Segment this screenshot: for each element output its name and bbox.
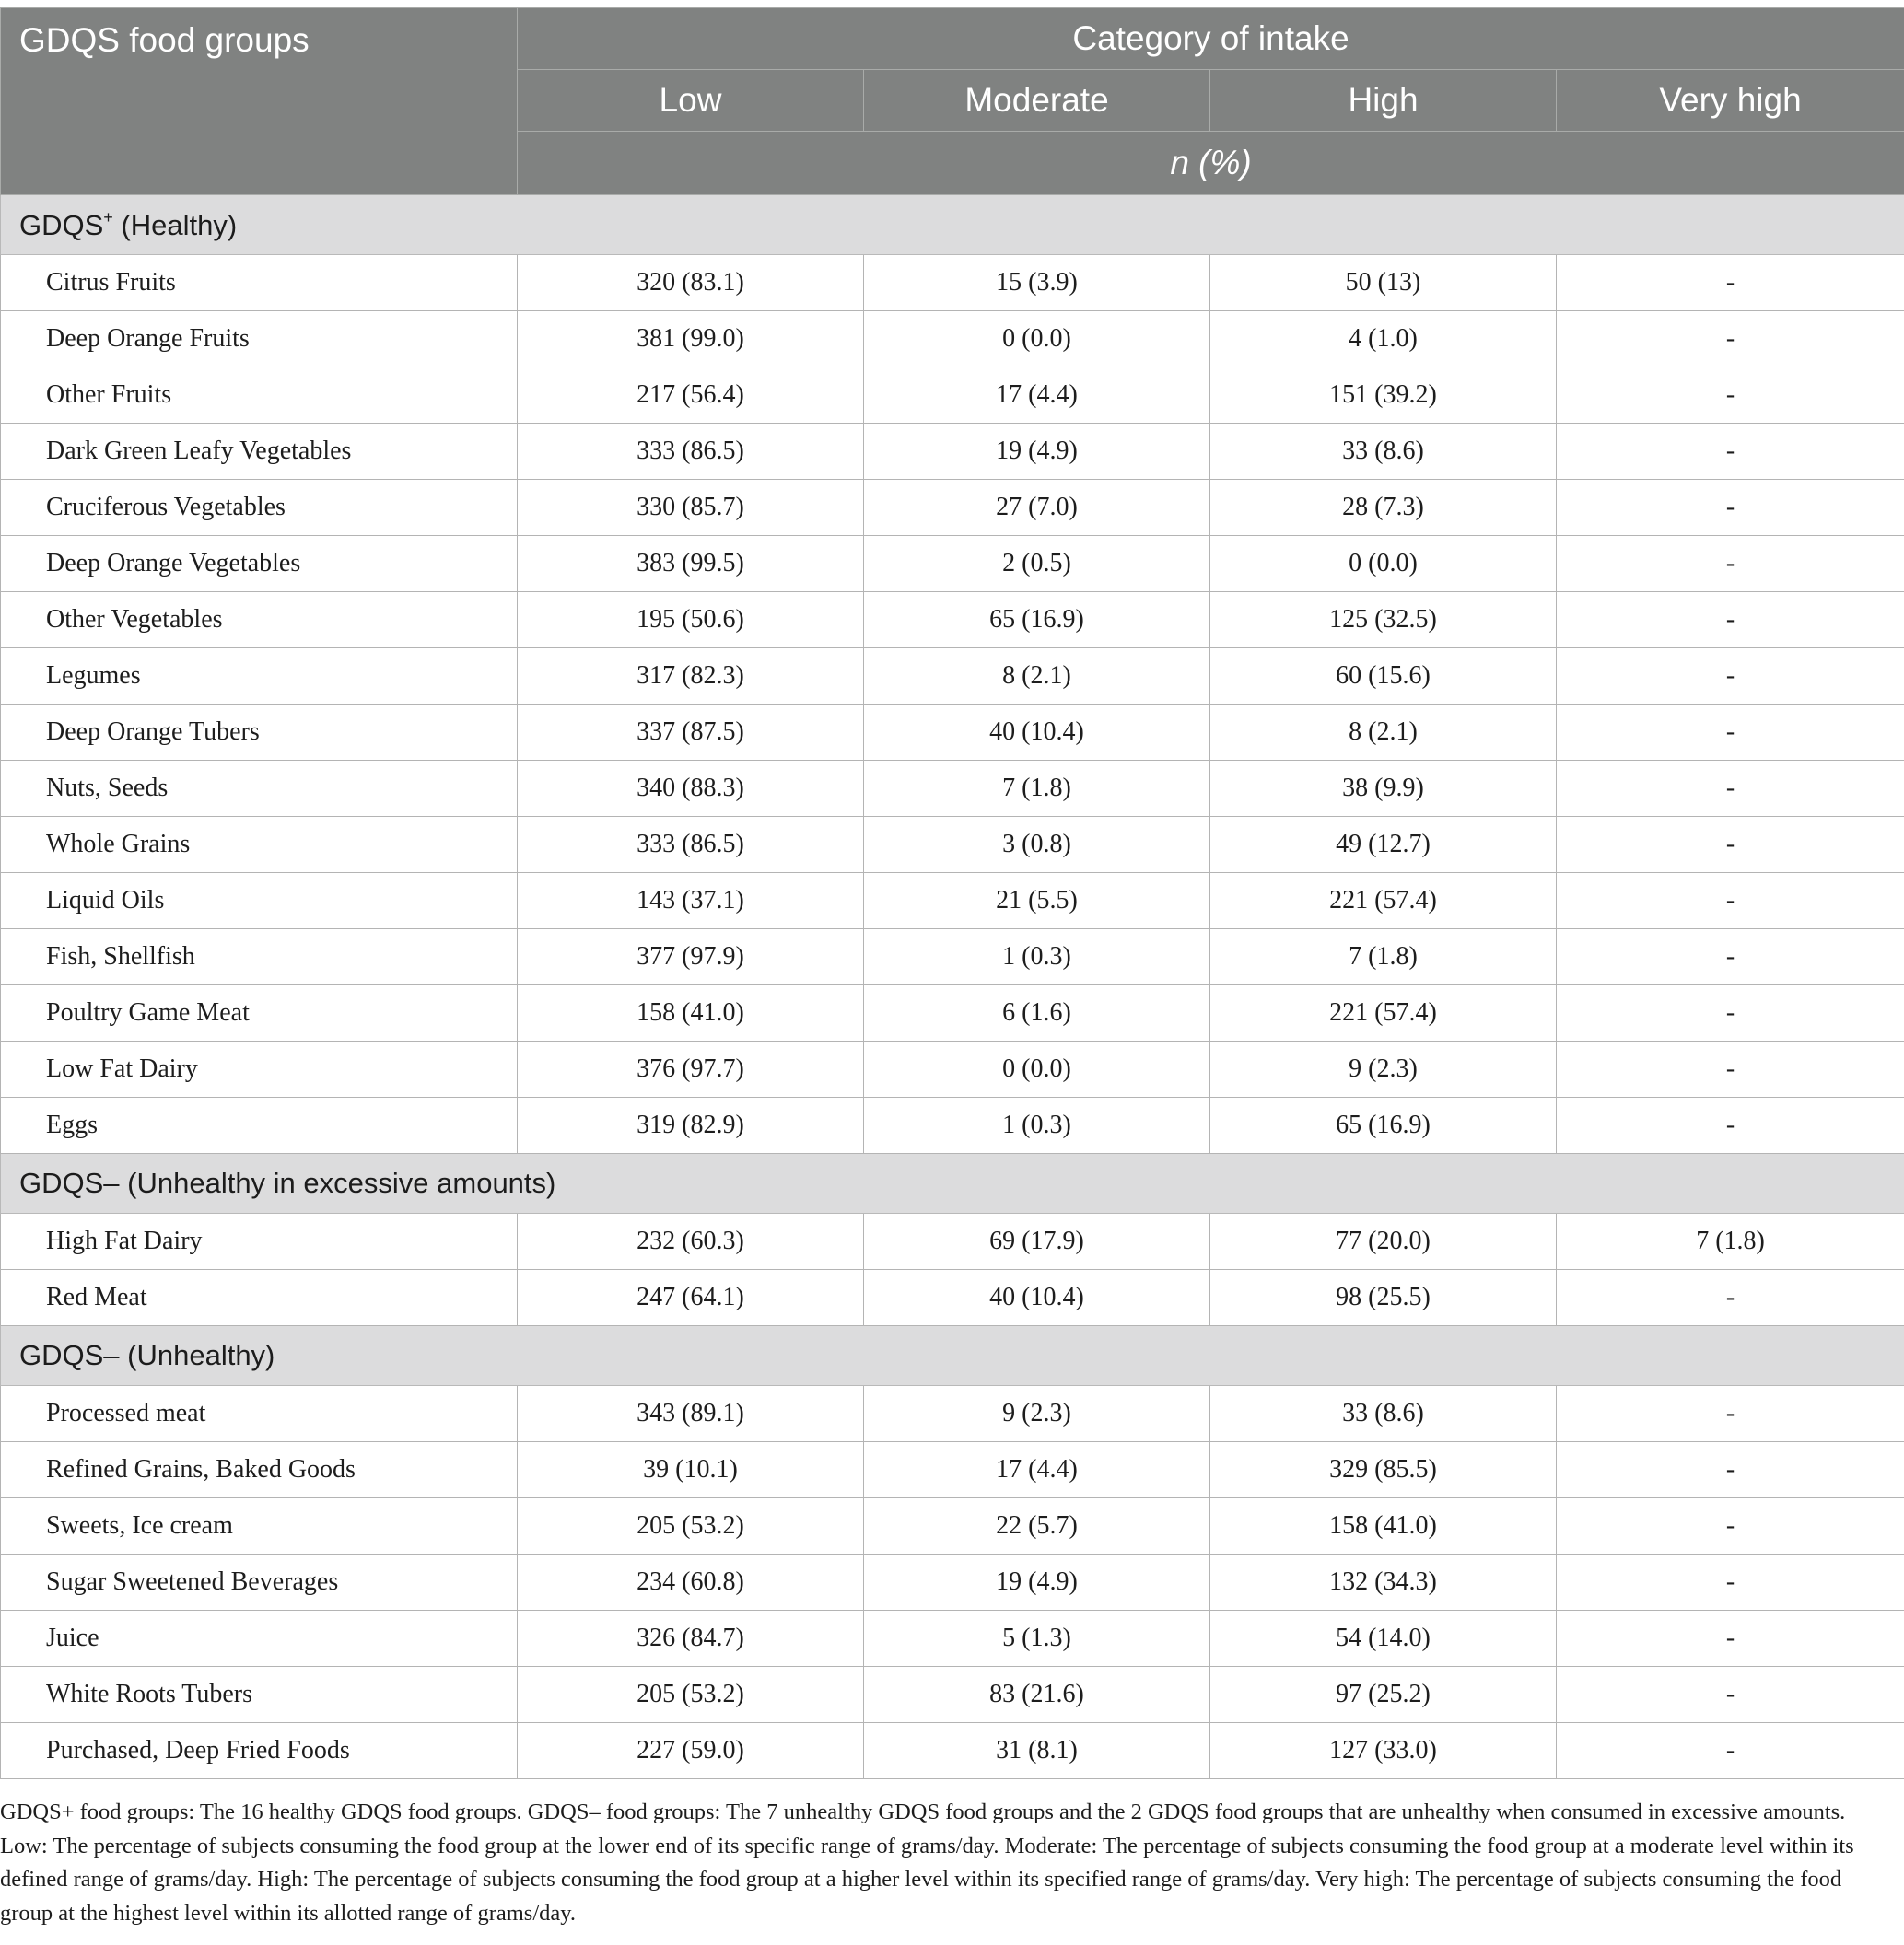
cell-very-high: -	[1557, 648, 1904, 705]
intake-table-container	[0, 7, 1904, 1779]
food-group-name: Cruciferous Vegetables	[1, 480, 518, 536]
table-row	[1, 761, 1904, 817]
cell-high: 8 (2.1)	[1210, 705, 1557, 761]
cell-low: 317 (82.3)	[518, 648, 864, 705]
cell-high: 127 (33.0)	[1210, 1723, 1557, 1779]
cell-very-high: -	[1557, 705, 1904, 761]
cell-high: 221 (57.4)	[1210, 873, 1557, 929]
section-header-row	[1, 195, 1904, 255]
table-row	[1, 929, 1904, 985]
food-group-name: Deep Orange Tubers	[1, 705, 518, 761]
food-group-name: Low Fat Dairy	[1, 1042, 518, 1098]
cell-high: 28 (7.3)	[1210, 480, 1557, 536]
cell-moderate: 83 (21.6)	[864, 1667, 1210, 1723]
table-row	[1, 985, 1904, 1042]
table-row	[1, 648, 1904, 705]
cell-moderate: 15 (3.9)	[864, 255, 1210, 311]
cell-low: 337 (87.5)	[518, 705, 864, 761]
cell-moderate: 2 (0.5)	[864, 536, 1210, 592]
food-group-name: Processed meat	[1, 1386, 518, 1442]
table-row	[1, 1042, 1904, 1098]
table-body	[1, 195, 1904, 1779]
intake-table	[0, 7, 1904, 1779]
cell-high: 221 (57.4)	[1210, 985, 1557, 1042]
cell-high: 54 (14.0)	[1210, 1611, 1557, 1667]
table-row	[1, 1270, 1904, 1326]
cell-very-high: -	[1557, 873, 1904, 929]
cell-moderate: 0 (0.0)	[864, 1042, 1210, 1098]
cell-high: 33 (8.6)	[1210, 424, 1557, 480]
cell-moderate: 40 (10.4)	[864, 705, 1210, 761]
cell-low: 333 (86.5)	[518, 817, 864, 873]
food-group-name: Nuts, Seeds	[1, 761, 518, 817]
cell-low: 205 (53.2)	[518, 1498, 864, 1555]
cell-high: 38 (9.9)	[1210, 761, 1557, 817]
section-title	[1, 1154, 1904, 1214]
cell-low: 158 (41.0)	[518, 985, 864, 1042]
cell-high: 77 (20.0)	[1210, 1214, 1557, 1270]
cell-low: 326 (84.7)	[518, 1611, 864, 1667]
table-row	[1, 311, 1904, 367]
cell-moderate: 7 (1.8)	[864, 761, 1210, 817]
cell-moderate: 27 (7.0)	[864, 480, 1210, 536]
cell-moderate: 5 (1.3)	[864, 1611, 1210, 1667]
cell-low: 205 (53.2)	[518, 1667, 864, 1723]
table-row	[1, 817, 1904, 873]
cell-high: 329 (85.5)	[1210, 1442, 1557, 1498]
header-very-high: Very high	[1557, 70, 1904, 132]
table-row	[1, 1498, 1904, 1555]
cell-very-high: 7 (1.8)	[1557, 1214, 1904, 1270]
cell-moderate: 1 (0.3)	[864, 929, 1210, 985]
header-food-groups: GDQS food groups	[1, 8, 518, 195]
cell-high: 50 (13)	[1210, 255, 1557, 311]
cell-very-high: -	[1557, 1498, 1904, 1555]
cell-low: 247 (64.1)	[518, 1270, 864, 1326]
section-title	[1, 1326, 1904, 1386]
cell-low: 343 (89.1)	[518, 1386, 864, 1442]
cell-very-high: -	[1557, 255, 1904, 311]
food-group-name: Other Fruits	[1, 367, 518, 424]
header-unit: n (%)	[518, 132, 1904, 195]
cell-very-high: -	[1557, 1555, 1904, 1611]
cell-moderate: 17 (4.4)	[864, 1442, 1210, 1498]
cell-high: 9 (2.3)	[1210, 1042, 1557, 1098]
cell-very-high: -	[1557, 536, 1904, 592]
food-group-name: Legumes	[1, 648, 518, 705]
cell-high: 65 (16.9)	[1210, 1098, 1557, 1154]
cell-high: 49 (12.7)	[1210, 817, 1557, 873]
section-header-row	[1, 1154, 1904, 1214]
section-header-row	[1, 1326, 1904, 1386]
table-row	[1, 1214, 1904, 1270]
section-title-rest: (Healthy)	[112, 208, 238, 241]
cell-very-high: -	[1557, 1042, 1904, 1098]
food-group-name: Eggs	[1, 1098, 518, 1154]
cell-low: 234 (60.8)	[518, 1555, 864, 1611]
food-group-name: Liquid Oils	[1, 873, 518, 929]
cell-moderate: 22 (5.7)	[864, 1498, 1210, 1555]
cell-low: 227 (59.0)	[518, 1723, 864, 1779]
table-row	[1, 705, 1904, 761]
cell-high: 4 (1.0)	[1210, 311, 1557, 367]
cell-high: 132 (34.3)	[1210, 1555, 1557, 1611]
cell-low: 320 (83.1)	[518, 255, 864, 311]
table-row	[1, 1555, 1904, 1611]
section-title-text: GDQS– (Unhealthy in excessive amounts)	[19, 1167, 556, 1199]
cell-high: 125 (32.5)	[1210, 592, 1557, 648]
cell-low: 376 (97.7)	[518, 1042, 864, 1098]
cell-moderate: 21 (5.5)	[864, 873, 1210, 929]
cell-low: 217 (56.4)	[518, 367, 864, 424]
food-group-name: Other Vegetables	[1, 592, 518, 648]
cell-high: 98 (25.5)	[1210, 1270, 1557, 1326]
table-row	[1, 1611, 1904, 1667]
table-row	[1, 424, 1904, 480]
cell-very-high: -	[1557, 761, 1904, 817]
cell-low: 143 (37.1)	[518, 873, 864, 929]
food-group-name: Fish, Shellfish	[1, 929, 518, 985]
cell-low: 195 (50.6)	[518, 592, 864, 648]
cell-moderate: 8 (2.1)	[864, 648, 1210, 705]
food-group-name: Juice	[1, 1611, 518, 1667]
table-row	[1, 255, 1904, 311]
food-group-name: Citrus Fruits	[1, 255, 518, 311]
header-category-of-intake: Category of intake	[518, 8, 1904, 70]
table-row	[1, 1442, 1904, 1498]
cell-moderate: 6 (1.6)	[864, 985, 1210, 1042]
cell-low: 232 (60.3)	[518, 1214, 864, 1270]
cell-moderate: 40 (10.4)	[864, 1270, 1210, 1326]
cell-low: 39 (10.1)	[518, 1442, 864, 1498]
cell-very-high: -	[1557, 929, 1904, 985]
table-header	[1, 8, 1904, 195]
food-group-name: Sugar Sweetened Beverages	[1, 1555, 518, 1611]
cell-moderate: 31 (8.1)	[864, 1723, 1210, 1779]
food-group-name: Red Meat	[1, 1270, 518, 1326]
section-title	[1, 195, 1904, 255]
cell-moderate: 69 (17.9)	[864, 1214, 1210, 1270]
cell-low: 383 (99.5)	[518, 536, 864, 592]
cell-very-high: -	[1557, 311, 1904, 367]
cell-very-high: -	[1557, 367, 1904, 424]
cell-moderate: 3 (0.8)	[864, 817, 1210, 873]
cell-very-high: -	[1557, 1386, 1904, 1442]
food-group-name: Deep Orange Vegetables	[1, 536, 518, 592]
header-low: Low	[518, 70, 864, 132]
table-row	[1, 480, 1904, 536]
cell-high: 60 (15.6)	[1210, 648, 1557, 705]
cell-very-high: -	[1557, 1611, 1904, 1667]
cell-very-high: -	[1557, 592, 1904, 648]
cell-moderate: 19 (4.9)	[864, 424, 1210, 480]
food-group-name: Purchased, Deep Fried Foods	[1, 1723, 518, 1779]
cell-high: 33 (8.6)	[1210, 1386, 1557, 1442]
cell-high: 97 (25.2)	[1210, 1667, 1557, 1723]
cell-very-high: -	[1557, 985, 1904, 1042]
table-row	[1, 592, 1904, 648]
cell-low: 377 (97.9)	[518, 929, 864, 985]
cell-low: 330 (85.7)	[518, 480, 864, 536]
cell-very-high: -	[1557, 1442, 1904, 1498]
cell-high: 158 (41.0)	[1210, 1498, 1557, 1555]
cell-moderate: 1 (0.3)	[864, 1098, 1210, 1154]
table-row	[1, 873, 1904, 929]
table-row	[1, 1723, 1904, 1779]
cell-high: 151 (39.2)	[1210, 367, 1557, 424]
cell-very-high: -	[1557, 424, 1904, 480]
cell-very-high: -	[1557, 1098, 1904, 1154]
cell-moderate: 19 (4.9)	[864, 1555, 1210, 1611]
cell-moderate: 65 (16.9)	[864, 592, 1210, 648]
cell-very-high: -	[1557, 1723, 1904, 1779]
food-group-name: Poultry Game Meat	[1, 985, 518, 1042]
table-row	[1, 1098, 1904, 1154]
table-row	[1, 1386, 1904, 1442]
section-title-text: GDQS– (Unhealthy)	[19, 1339, 275, 1371]
cell-moderate: 9 (2.3)	[864, 1386, 1210, 1442]
cell-high: 7 (1.8)	[1210, 929, 1557, 985]
cell-low: 319 (82.9)	[518, 1098, 864, 1154]
cell-very-high: -	[1557, 1667, 1904, 1723]
cell-very-high: -	[1557, 1270, 1904, 1326]
food-group-name: Whole Grains	[1, 817, 518, 873]
header-moderate: Moderate	[864, 70, 1210, 132]
food-group-name: White Roots Tubers	[1, 1667, 518, 1723]
section-title-text: GDQS	[19, 208, 104, 241]
header-high: High	[1210, 70, 1557, 132]
food-group-name: Sweets, Ice cream	[1, 1498, 518, 1555]
table-footnote: GDQS+ food groups: The 16 healthy GDQS food groups. GDQS– food groups: The 7 unhealthy GDQS food groups and the 2 GDQS food groups that are unhealthy when consumed in excessive amounts. Low: The percentage of subjects consuming the food group at the lower end of its specific range of grams/day. Moderate: The percentage of subjects consuming the food group at a moderate level within its defined range of grams/day. High: The percentage of subjects consuming the food group at a higher level within its specified range of grams/day. Very high: The percentage of subjects consuming the food group at the highest level within its allotted range of grams/day.	[0, 1799, 1854, 1926]
food-group-name: Refined Grains, Baked Goods	[1, 1442, 518, 1498]
cell-moderate: 17 (4.4)	[864, 367, 1210, 424]
cell-low: 333 (86.5)	[518, 424, 864, 480]
cell-very-high: -	[1557, 817, 1904, 873]
table-row	[1, 367, 1904, 424]
food-group-name: High Fat Dairy	[1, 1214, 518, 1270]
cell-low: 340 (88.3)	[518, 761, 864, 817]
food-group-name: Dark Green Leafy Vegetables	[1, 424, 518, 480]
table-row	[1, 536, 1904, 592]
cell-high: 0 (0.0)	[1210, 536, 1557, 592]
cell-low: 381 (99.0)	[518, 311, 864, 367]
food-group-name: Deep Orange Fruits	[1, 311, 518, 367]
table-row	[1, 1667, 1904, 1723]
cell-very-high: -	[1557, 480, 1904, 536]
section-title-superscript: +	[103, 207, 113, 227]
cell-moderate: 0 (0.0)	[864, 311, 1210, 367]
